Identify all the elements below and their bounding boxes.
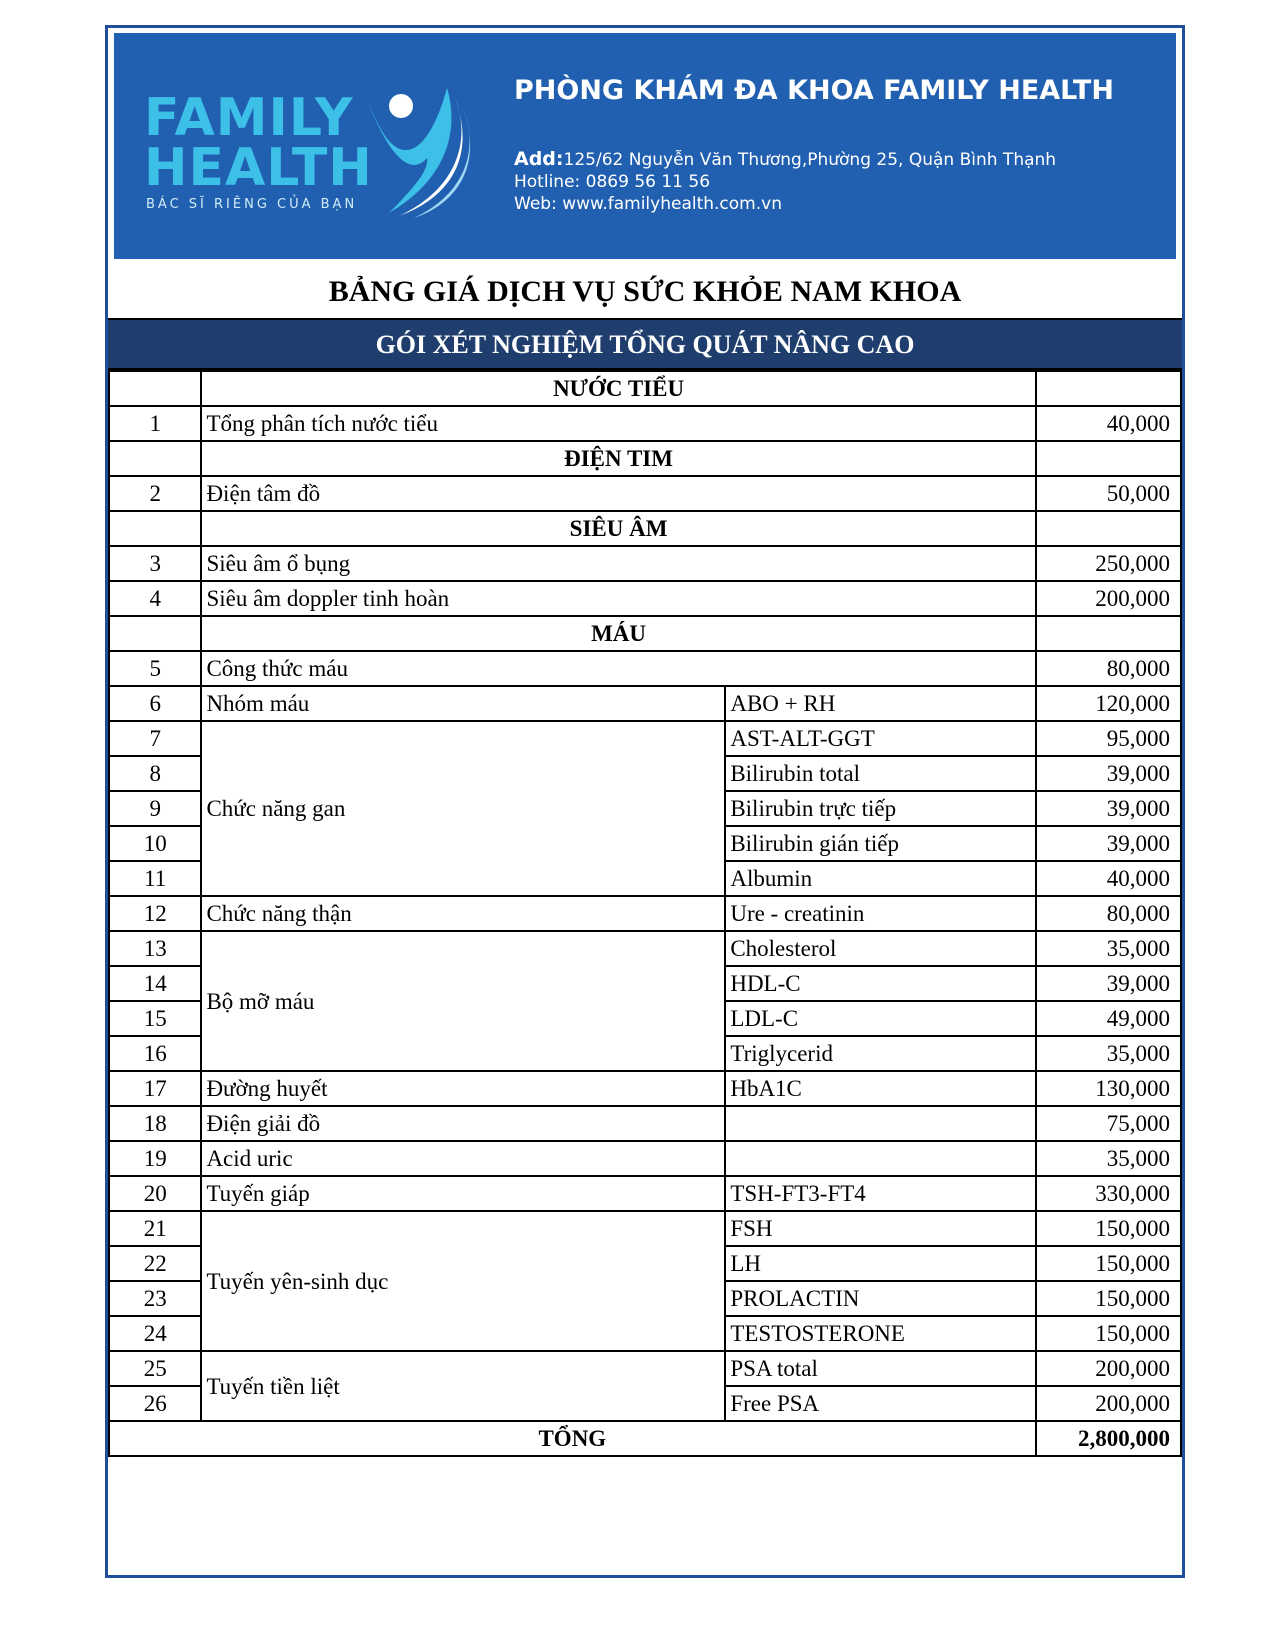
service-name: Chức năng thận <box>201 896 725 931</box>
price: 120,000 <box>1036 686 1181 721</box>
service-detail <box>725 1141 1035 1176</box>
section-urine: NƯỚC TIỂU <box>201 371 1035 406</box>
service-name: Tổng phân tích nước tiểu <box>201 406 1035 441</box>
service-detail: PROLACTIN <box>725 1281 1035 1316</box>
row-number: 12 <box>109 896 201 931</box>
price: 150,000 <box>1036 1316 1181 1351</box>
service-name: Điện tâm đồ <box>201 476 1035 511</box>
service-name: Tuyến tiền liệt <box>201 1351 725 1421</box>
price: 200,000 <box>1036 1386 1181 1421</box>
price: 35,000 <box>1036 1036 1181 1071</box>
price: 150,000 <box>1036 1211 1181 1246</box>
service-name: Nhóm máu <box>201 686 725 721</box>
row-number: 17 <box>109 1071 201 1106</box>
total-label: TỔNG <box>109 1421 1036 1456</box>
row-number: 22 <box>109 1246 201 1281</box>
service-name: Bộ mỡ máu <box>201 931 725 1071</box>
row-number: 16 <box>109 1036 201 1071</box>
table-row <box>109 1351 1181 1386</box>
price: 39,000 <box>1036 826 1181 861</box>
service-detail: Cholesterol <box>725 931 1035 966</box>
service-name: Siêu âm ổ bụng <box>201 546 1035 581</box>
service-name: Siêu âm doppler tinh hoàn <box>201 581 1035 616</box>
price: 330,000 <box>1036 1176 1181 1211</box>
website: Web: www.familyhealth.com.vn <box>514 194 782 214</box>
service-detail: ABO + RH <box>725 686 1035 721</box>
service-name: Acid uric <box>201 1141 725 1176</box>
table-row <box>109 1141 1181 1176</box>
service-detail: TSH-FT3-FT4 <box>725 1176 1035 1211</box>
service-detail: Albumin <box>725 861 1035 896</box>
row-number: 23 <box>109 1281 201 1316</box>
price: 250,000 <box>1036 546 1181 581</box>
service-detail: Triglycerid <box>725 1036 1035 1071</box>
price: 39,000 <box>1036 966 1181 1001</box>
price: 75,000 <box>1036 1106 1181 1141</box>
section-row <box>109 441 1181 476</box>
row-number: 8 <box>109 756 201 791</box>
section-row <box>109 371 1181 406</box>
row-number: 21 <box>109 1211 201 1246</box>
price: 130,000 <box>1036 1071 1181 1106</box>
row-number: 24 <box>109 1316 201 1351</box>
service-detail: AST-ALT-GGT <box>725 721 1035 756</box>
price: 49,000 <box>1036 1001 1181 1036</box>
row-number: 2 <box>109 476 201 511</box>
row-number: 6 <box>109 686 201 721</box>
price-table <box>108 370 1182 1457</box>
price: 39,000 <box>1036 756 1181 791</box>
table-row <box>109 546 1181 581</box>
row-number: 7 <box>109 721 201 756</box>
service-detail: PSA total <box>725 1351 1035 1386</box>
service-name: Chức năng gan <box>201 721 725 896</box>
table-row <box>109 1211 1181 1246</box>
table-row <box>109 896 1181 931</box>
price: 95,000 <box>1036 721 1181 756</box>
table-row <box>109 931 1181 966</box>
table-row <box>109 686 1181 721</box>
section-row <box>109 511 1181 546</box>
total-price: 2,800,000 <box>1036 1421 1181 1456</box>
table-row <box>109 1071 1181 1106</box>
address-line <box>514 148 1056 171</box>
service-detail: Ure - creatinin <box>725 896 1035 931</box>
row-number: 4 <box>109 581 201 616</box>
price-sheet <box>105 25 1185 1578</box>
service-name: Điện giải đồ <box>201 1106 725 1141</box>
service-detail: HDL-C <box>725 966 1035 1001</box>
row-number: 15 <box>109 1001 201 1036</box>
service-detail: FSH <box>725 1211 1035 1246</box>
row-number: 5 <box>109 651 201 686</box>
row-number: 18 <box>109 1106 201 1141</box>
row-number: 26 <box>109 1386 201 1421</box>
service-name: Tuyến yên-sinh dục <box>201 1211 725 1351</box>
price: 150,000 <box>1036 1246 1181 1281</box>
price: 200,000 <box>1036 1351 1181 1386</box>
price: 50,000 <box>1036 476 1181 511</box>
hotline: Hotline: 0869 56 11 56 <box>514 172 711 192</box>
service-name: Tuyến giáp <box>201 1176 725 1211</box>
table-row <box>109 476 1181 511</box>
row-number: 10 <box>109 826 201 861</box>
row-number: 19 <box>109 1141 201 1176</box>
price: 200,000 <box>1036 581 1181 616</box>
section-row <box>109 616 1181 651</box>
service-detail: HbA1C <box>725 1071 1035 1106</box>
table-row <box>109 1106 1181 1141</box>
price: 150,000 <box>1036 1281 1181 1316</box>
price: 80,000 <box>1036 651 1181 686</box>
section-blood: MÁU <box>201 616 1035 651</box>
row-number: 25 <box>109 1351 201 1386</box>
price: 39,000 <box>1036 791 1181 826</box>
table-row <box>109 721 1181 756</box>
logo-tagline: BÁC SĨ RIÊNG CỦA BẠN <box>146 197 358 212</box>
service-detail: Free PSA <box>725 1386 1035 1421</box>
service-detail: TESTOSTERONE <box>725 1316 1035 1351</box>
address: 125/62 Nguyễn Văn Thương,Phường 25, Quận Bình Thạnh <box>563 150 1057 170</box>
service-detail: Bilirubin trực tiếp <box>725 791 1035 826</box>
package-title: GÓI XÉT NGHIỆM TỔNG QUÁT NÂNG CAO <box>108 320 1182 370</box>
address-label: Add: <box>514 148 564 170</box>
price: 35,000 <box>1036 931 1181 966</box>
row-number: 1 <box>109 406 201 441</box>
table-row <box>109 581 1181 616</box>
contact-info <box>514 148 1056 215</box>
clinic-name: PHÒNG KHÁM ĐA KHOA FAMILY HEALTH <box>514 75 1114 106</box>
service-name: Công thức máu <box>201 651 1035 686</box>
person-figure-icon <box>359 88 479 218</box>
service-detail: LDL-C <box>725 1001 1035 1036</box>
total-row <box>109 1421 1181 1456</box>
row-number: 13 <box>109 931 201 966</box>
row-number: 11 <box>109 861 201 896</box>
table-row <box>109 651 1181 686</box>
section-ecg: ĐIỆN TIM <box>201 441 1035 476</box>
section-ultrasound: SIÊU ÂM <box>201 511 1035 546</box>
service-detail: Bilirubin total <box>725 756 1035 791</box>
row-number: 9 <box>109 791 201 826</box>
logo-line1: FAMILY <box>144 88 354 148</box>
table-row <box>109 1176 1181 1211</box>
price: 80,000 <box>1036 896 1181 931</box>
service-detail: LH <box>725 1246 1035 1281</box>
table-row <box>109 406 1181 441</box>
price: 40,000 <box>1036 861 1181 896</box>
page-title: BẢNG GIÁ DỊCH VỤ SỨC KHỎE NAM KHOA <box>108 264 1182 320</box>
header-banner <box>114 33 1176 259</box>
service-name: Đường huyết <box>201 1071 725 1106</box>
price: 40,000 <box>1036 406 1181 441</box>
row-number: 20 <box>109 1176 201 1211</box>
row-number: 14 <box>109 966 201 1001</box>
row-number: 3 <box>109 546 201 581</box>
price: 35,000 <box>1036 1141 1181 1176</box>
service-detail: Bilirubin gián tiếp <box>725 826 1035 861</box>
logo-line2: HEALTH <box>144 138 373 198</box>
service-detail <box>725 1106 1035 1141</box>
